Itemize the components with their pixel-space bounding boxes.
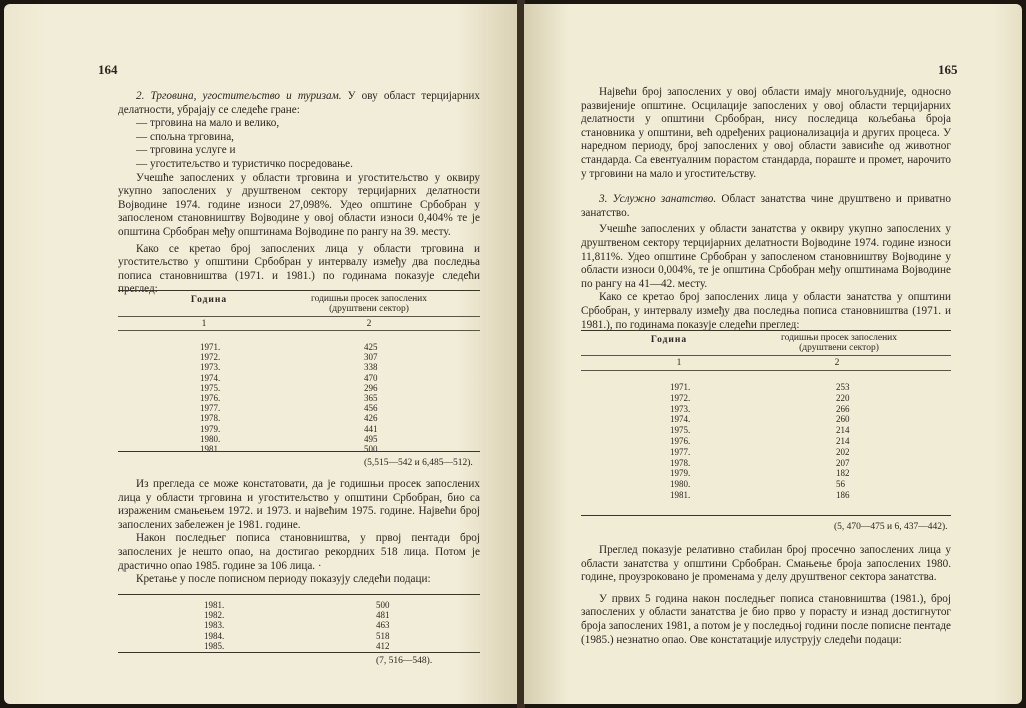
paragraph: Учешће запослених у области трговина и угоститељство у оквиру укупно запослених у друштвеном сектору терцијарних делатности Војводине 1974. године износи 27,098%. Удео општине Србобран у запосленом становништву Војводине у овој области износи 0,404% те је општина Србобран међу општинама Војводине по рангу на 39. месту. [118, 171, 480, 238]
table-year-column [204, 600, 224, 651]
table-cell-value: 182 [836, 468, 850, 479]
table-cell-year: 1983. [204, 620, 225, 631]
table-cell-year: 1976. [670, 435, 691, 446]
table-cell-value: 426 [364, 413, 378, 424]
table-cell-value: 500 [364, 444, 378, 455]
table-cell-value: 296 [364, 382, 378, 393]
table-cell-value: 500 [376, 600, 390, 610]
table-cell-value: 266 [836, 403, 850, 414]
table-cell-year: 1975. [670, 425, 691, 436]
table-col-number: 2 [366, 319, 372, 329]
paragraph: У првих 5 година након последњег пописа становништва (1981.), број запослених у области занатства је био прво у порасту и изнад достигнутог броја запослених 1981, а потом је у последњој години после пописне пентаде (1985.) незнатно опао. Ове констатације илуструју следећи подаци: [581, 592, 951, 646]
paragraph: Преглед показује релативно стабилан број просечно запослених лица у области занатства у општини Србобран. Смањење броја запослених 1980. године, проузроковано је променама у делу друштвеног сектора занатства. [581, 544, 951, 584]
table-cell-year: 1980. [200, 433, 221, 444]
table-cell-value: 253 [836, 382, 850, 392]
table-cell-value: 412 [376, 640, 390, 651]
table-cell-year: 1976. [200, 393, 221, 404]
table-cell-year: 1974. [200, 372, 221, 383]
table-header-year: Година [190, 295, 228, 305]
page-number: 165 [938, 62, 958, 77]
table-rule [118, 594, 480, 595]
table-cell-year: 1984. [204, 630, 225, 641]
trade-analysis-text [118, 478, 480, 587]
table-cell-value: 481 [376, 610, 390, 621]
table-source: (5,515—542 и 6,485—512). [364, 458, 473, 468]
table-cell-value: 202 [836, 446, 850, 457]
table-rule [581, 370, 951, 371]
list-item: — трговина услуге и [136, 144, 236, 157]
table-rule [118, 652, 480, 653]
table-cell-year: 1972. [200, 352, 221, 363]
section-heading-trade: 2. Трговина, угоститељство и туризам. У ову област терцијарних делатности, убрајају се следеће гране: [118, 90, 481, 116]
table-col-number: 2 [834, 358, 840, 368]
paragraph: Након последњег пописа становништва, у првој пентади број запослених је нешто опао, на достигао рекордних 518 лица. Потом је драстично опао 1985. године за 106 лица. · [118, 532, 480, 572]
table-cell-value: 307 [364, 352, 378, 363]
paragraph: Учешће запослених у области занатства у оквиру укупно запослених у друштвеном сектору терцијарних делатности Војводине 1974. године износи 11,811%. Удео општине Србобран у запосленом становништву Војводине у области износи 0,004%, те је општина Србобран међу општинама Војводине по рангу на 41—42. месту. [581, 223, 951, 290]
table-cell-year: 1981. [670, 489, 691, 500]
section-heading-crafts: 3. Услужно занатство. Област занатства чине друштвено и приватно занатство. [581, 193, 952, 219]
table-rule [581, 330, 951, 331]
crafts-analysis-text [581, 544, 951, 647]
table-cell-year: 1981. [200, 444, 221, 455]
table-cell-year: 1972. [670, 392, 691, 403]
paragraph: Из прегледа се може констатовати, да је годишњи просек запослених лица у области трговина и угоститељство у општини Србобран, био са израженим смањењем 1972. и 1973. и највећим 1975. године. Највећи број запослених забележен је 1981. године. [118, 478, 480, 531]
page-number: 164 [98, 62, 118, 77]
table-col-number: 1 [201, 319, 207, 329]
table-rule [118, 316, 480, 317]
table-cell-year: 1979. [200, 423, 221, 434]
table-source: (7, 516—548). [376, 656, 433, 666]
table-cell-year: 1971. [670, 382, 691, 392]
crafts-section-text [581, 86, 951, 332]
table-cell-year: 1982. [204, 610, 225, 621]
table-header-employees: годишњи просек запослених (друштвени сектор) [780, 333, 898, 353]
table-rule [118, 290, 480, 291]
table-cell-year: 1973. [200, 362, 221, 373]
table-cell-year: 1981. [204, 600, 225, 610]
table-cell-year: 1974. [670, 414, 691, 425]
table-rule [118, 451, 480, 452]
list-item: — спољна трговина, [136, 130, 234, 143]
table-rule [118, 330, 480, 331]
table-cell-year: 1975. [200, 382, 221, 393]
table-cell-value: 463 [376, 620, 390, 631]
table-cell-year: 1977. [200, 403, 221, 414]
table-header-year: Година [650, 335, 688, 345]
table-cell-value: 338 [364, 362, 378, 373]
table-cell-value: 260 [836, 414, 850, 425]
table-cell-value: 186 [836, 489, 850, 500]
table-cell-value: 220 [836, 392, 850, 403]
table-rule [581, 515, 951, 516]
table-header-employees: годишњи просек запослених (друштвени сектор) [310, 294, 428, 314]
table-cell-year: 1978. [200, 413, 221, 424]
paragraph: Највећи број запослених у овој области имају многољудније, односно развијеније општине. Осцилације запослених у овој области терцијарних делатности у општини Србобран, нису последица кољебања броја становника у општини, већ одређених рационализација и других процеса. У наредном периоду, број запослених у овој области зависиће од животног стандарда. Са евентуалним порастом стандарда, пораште и промет, нарочито у трговини на мало и угоститељству. [581, 86, 951, 180]
table-rule [581, 355, 951, 356]
paragraph: Кретање у после пописном периоду показују следећи подаци: [136, 573, 431, 586]
right-page [524, 4, 1022, 704]
paragraph: Како се кретао број запослених лица у области трговина и угоститељство у општини Србобран у интервалу између два последња пописа становништва (1971. и 1981.) по годинама показује следећи преглед: [118, 242, 480, 296]
table-cell-value: 207 [836, 457, 850, 468]
table-value-column [836, 382, 850, 501]
table-cell-value: 518 [376, 630, 390, 641]
table-cell-value: 425 [364, 342, 378, 352]
left-page [4, 4, 518, 704]
paragraph: Како се кретао број запослених лица у области занатства у општини Србобран, у интервалу између два последња пописа становништва (1971. и 1981.), по годинама показује следећи преглед: [581, 291, 951, 331]
table-cell-value: 495 [364, 433, 378, 444]
table-cell-year: 1977. [670, 446, 691, 457]
table-cell-value: 456 [364, 403, 378, 414]
list-item: — трговина на мало и велико, [136, 117, 280, 130]
table-value-column [376, 600, 390, 651]
table-cell-year: 1973. [670, 403, 691, 414]
table-col-number: 1 [676, 358, 682, 368]
table-cell-year: 1980. [670, 479, 691, 490]
table-cell-value: 56 [836, 479, 845, 490]
trade-section-text [118, 90, 480, 297]
table-year-column [200, 342, 220, 454]
table-value-column [364, 342, 378, 454]
table-year-column [670, 382, 690, 501]
table-cell-value: 214 [836, 435, 850, 446]
list-item: — угоститељство и туристичко посредовање. [136, 157, 353, 170]
table-cell-value: 214 [836, 425, 850, 436]
table-cell-year: 1971. [200, 342, 221, 352]
table-cell-value: 441 [364, 423, 378, 434]
table-cell-value: 470 [364, 372, 378, 383]
table-cell-year: 1985. [204, 640, 225, 651]
table-cell-year: 1978. [670, 457, 691, 468]
table-source: (5, 470—475 и 6, 437—442). [834, 522, 948, 532]
table-cell-year: 1979. [670, 468, 691, 479]
table-cell-value: 365 [364, 393, 378, 404]
